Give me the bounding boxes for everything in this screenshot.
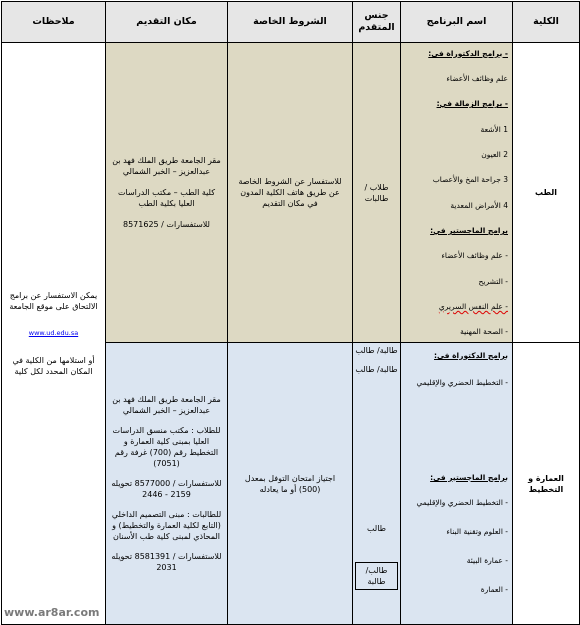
notes-cell — [2, 43, 106, 625]
program-item: 2 العيون — [481, 149, 508, 159]
header-program: اسم البرنامج — [401, 2, 513, 43]
place-line: كلية الطب – مكتب الدراسات العليا بكلية الطب — [118, 188, 215, 208]
programs-table — [1, 1, 580, 625]
place-cell — [106, 343, 228, 625]
program-item: - التشريح — [478, 276, 508, 286]
program-item: برامج الدكتوراة في: — [434, 350, 508, 360]
place-cell — [106, 43, 228, 343]
program-item: برامج الماجستير في: — [430, 226, 508, 236]
program-item: 4 الأمراض المعدية — [450, 200, 508, 210]
place-line: للطلاب : مكتب منسق الدراسات العليا بمبنى كلية العمارة و التخطيط رقم (700) غرفة رقم (7051) — [112, 426, 221, 468]
place-line: مقر الجامعة طريق الملك فهد بن عبدالعزيز – الخبر الشمالي — [112, 395, 221, 415]
program-item: - عمارة البيئة — [466, 555, 508, 565]
program-item: - برامج الزمالة في: — [436, 99, 508, 109]
program-item: - علم النفس السريري — [438, 302, 508, 312]
table-row — [2, 43, 580, 343]
program-item: برامج الماجستير في: — [430, 472, 508, 482]
college-cell: الطب — [513, 43, 580, 343]
program-cell — [401, 43, 513, 343]
program-cell — [401, 343, 513, 625]
gender-item: طالب — [366, 524, 387, 533]
program-item: - برامج الدكتوراة في: — [428, 48, 508, 58]
college-cell: العمارة و التخطيط — [513, 343, 580, 625]
website-link[interactable]: www.ud.edu.sa — [28, 329, 79, 337]
program-item: - علم وظائف الأعضاء — [441, 251, 508, 261]
header-notes: ملاحظات — [2, 2, 106, 43]
notes-line: أو استلامها من الكلية في المكان المحدد لكل كلية — [12, 356, 95, 376]
header-row — [2, 2, 580, 43]
conditions-cell: للاستفسار عن الشروط الخاصة عن طريق هاتف الكلية المدون في مكان التقديم — [228, 43, 353, 343]
gender-item: طالبة/ طالب — [355, 365, 398, 374]
place-line: مقر الجامعة طريق الملك فهد بن عبدالعزيز – الخبر الشمالي — [112, 156, 221, 176]
place-line: للاستفسارات / 8577000 تحويله 2159 - 2446 — [111, 479, 222, 499]
watermark-text: www.ar8ar.com — [4, 606, 100, 619]
program-item: - العمارة — [480, 584, 508, 594]
program-item: 3 جراحة المخ والأعصاب — [432, 175, 508, 185]
conditions-cell: اجتياز امتحان التوفل بمعدل (500) أو ما يعادله — [228, 343, 353, 625]
gender-item: طالبة/ طالب — [355, 346, 398, 355]
notes-line: يمكن الاستفسار عن برامج الالتحاق على موقع الجامعة — [9, 291, 98, 311]
place-line: للاستفسارات / 8581391 تحويله 2031 — [111, 552, 222, 572]
header-conditions: الشروط الخاصة — [228, 2, 353, 43]
gender-item: طالب/ طالبة — [355, 562, 398, 590]
place-line: للطالبات : مبنى التصميم الداخلي (التابع لكلية العمارة والتخطيط) و المحاذي لمبنى كلية طب الأسنان — [111, 510, 222, 541]
gender-cell: طلاب / طالبات — [353, 43, 401, 343]
place-line: للاستفسارات / 8571625 — [123, 220, 210, 229]
header-gender: جنس المتقدم — [353, 2, 401, 43]
gender-cell — [353, 343, 401, 625]
program-item: علم وظائف الأعضاء — [446, 73, 508, 83]
program-item: - التخطيط الحضري والإقليمي — [416, 497, 508, 507]
program-item: - العلوم وتقنية البناء — [446, 526, 508, 536]
header-college: الكلية — [513, 2, 580, 43]
header-place: مكان التقديم — [106, 2, 228, 43]
program-item: - التخطيط الحضري والإقليمي — [416, 377, 508, 387]
program-item: 1 الأشعة — [480, 124, 508, 134]
program-item: - الصحة المهنية — [460, 327, 508, 337]
